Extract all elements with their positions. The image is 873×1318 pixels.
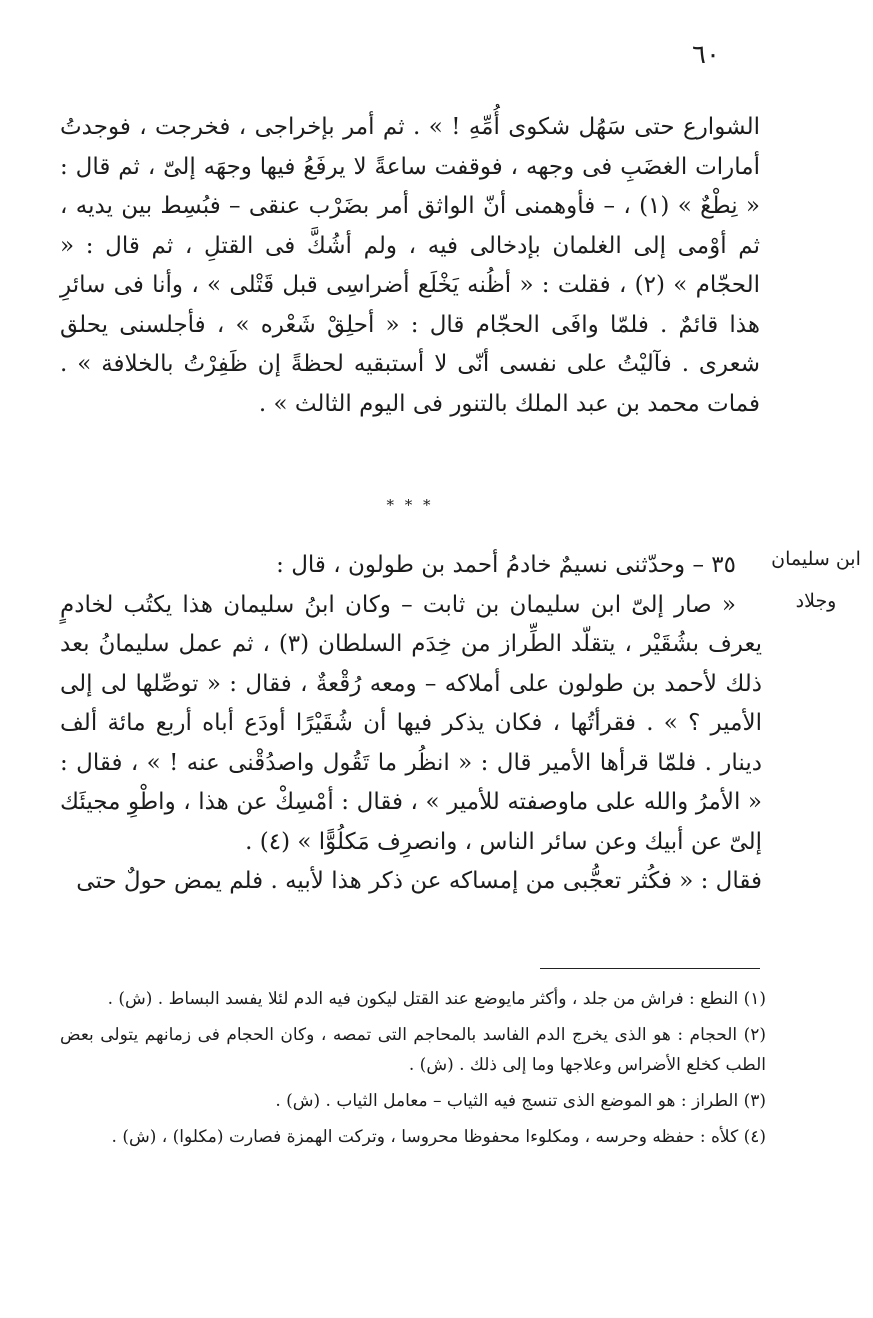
section-35	[60, 546, 762, 902]
footnote: (٢) الحجام : هو الذى يخرج الدم الفاسد بالمحاجم التى تمصه ، وكان الحجام فى زمانهم يتولى بعض الطب كخلع الأضراس وعلاجها وما إلى ذلك . (ش) .	[60, 1025, 766, 1075]
section-separator: * * *	[386, 496, 434, 514]
footnote-divider	[540, 968, 760, 969]
margin-note-line: وجلاد	[795, 590, 837, 612]
continuation-paragraph: الشوارع حتى سَهُل شكوى أُمِّهِ ! » . ثم أمر بإخراجى ، فخرجت ، فوجدتُ أمارات الغضَبِ فى وجهه ، فوقفت ساعةً لا يرفَعُ فيها وجهَه إلىّ ، ثم قال : « نِطْعٌ » (١) ، – فأوهمنى أنّ الواثق أمر بضَرْب عنقى – فبُسِط بين يديه ، ثم أوْمى إلى الغلمان بإدخالى فيه ، ولم أشُكَّ فى القتلِ ، ثم قال : « الحجّام » (٢) ، فقلت : « أظُنه يَخْلَع أضراسِى قبل قَتْلى » ، وأنا فى سائرِ هذا قائمٌ . فلمّا وافَى الحجّام قال : « أحلِقْ شَعْره » ، فأجلسنى يحلق شعرى . فآليْتُ على نفسى أنّى لا أستبقيه لحظةً إن ظَفِرْتُ بالخلافة » . فمات محمد بن عبد الملك بالتنور فى اليوم الثالث » .	[60, 114, 760, 417]
footnote: (٤) كلأه : حفظه وحرسه ، ومكلوءا محفوظا محروسا ، وتركت الهمزة فصارت (مكلوا) ، (ش) .	[111, 1127, 766, 1147]
section-last-line: فقال : « فكُثر تعجُّبى من إمساكه عن ذكر هذا لأبيه . فلم يمض حولٌ حتى	[76, 868, 762, 894]
footnote: (٣) الطراز : هو الموضع الذى تنسج فيه الثياب – معامل الثياب . (ش) .	[275, 1091, 766, 1111]
footnotes	[60, 984, 766, 1158]
margin-note-line: ابن سليمان	[771, 548, 861, 570]
continuation-text	[60, 108, 760, 424]
page-number: ٦٠	[692, 40, 720, 70]
section-intro: ٣٥ – وحدّثنى نسيمٌ خادمُ أحمد بن طولون ، قال :	[276, 552, 736, 578]
footnote: (١) النطع : فراش من جلد ، وأكثر مايوضع عند القتل ليكون فيه الدم لئلا يفسد البساط . (ش) .	[107, 989, 766, 1009]
margin-note	[766, 538, 866, 622]
section-body-paragraph: « صار إلىّ ابن سليمان بن ثابت – وكان ابنُ سليمان هذا يكتُب لخادمٍ يعرف بشُقَيْر ، يتقلّد الطِّراز من خِدَم السلطان (٣) ، ثم عمل سليمانُ بعد ذلك لأحمد بن طولون على أملاكه – ومعه رُقْعةٌ ، فقال : « توصِّلها لى إلى الأمير ؟ » . فقرأتُها ، فكان يذكر فيها أن شُقَيْرًا أودَع أباه أربع مائة ألف دينار . فلمّا قرأها الأمير قال : « انظُر ما تَقُول واصدُقْنى عنه ! » ، فقال : « الأمرُ والله على ماوصفته للأمير » ، فقال : أمْسِكْ عن هذا ، واطْوِ مجيئَك إلىّ عن أبيك وعن سائر الناس ، وانصرِف مَكلُوًّا » (٤) .	[60, 591, 762, 855]
